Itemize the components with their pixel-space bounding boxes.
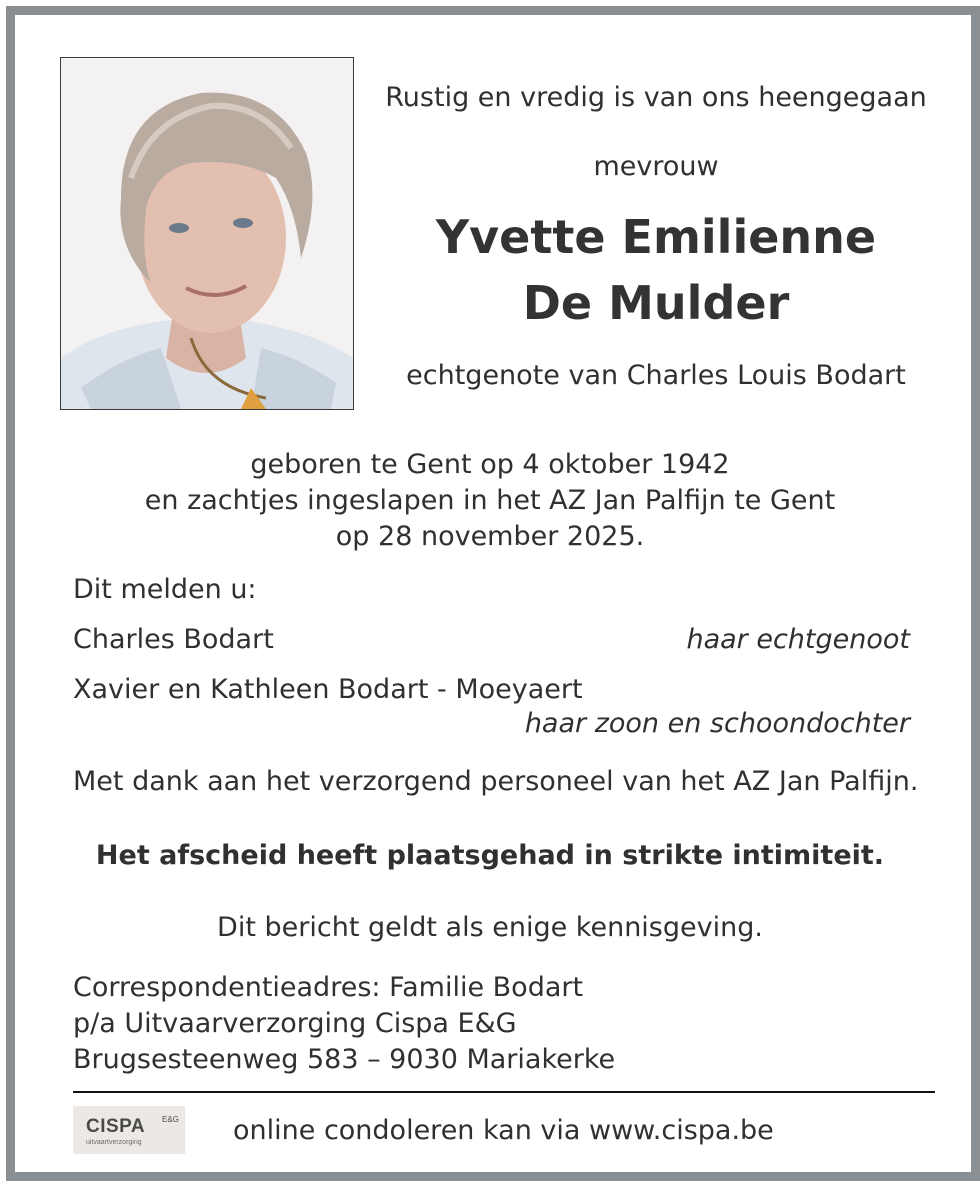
death-line: en zachtjes ingeslapen in het AZ Jan Palfijn te Gent: [144, 485, 836, 516]
notice-line: Dit bericht geldt als enige kennisgeving.: [217, 912, 763, 943]
logo-wordmark: CISPA: [86, 1116, 146, 1137]
family-member-relation: haar echtgenoot: [686, 624, 910, 655]
deceased-name-first: Yvette Emilienne: [435, 210, 877, 264]
logo-subtitle: uitvaartverzorging: [86, 1139, 142, 1146]
birth-line: geboren te Gent op 4 oktober 1942: [250, 449, 730, 480]
cispa-logo: [73, 1106, 185, 1154]
correspondence-address: Brugsesteenweg 583 – 9030 Mariakerke: [73, 1044, 616, 1075]
portrait-photo: [60, 57, 354, 410]
family-member-name: Charles Bodart: [73, 624, 274, 655]
thanks-line: Met dank aan het verzorgend personeel van het AZ Jan Palfijn.: [73, 766, 919, 797]
correspondence-line: Correspondentieadres: Familie Bodart: [73, 972, 584, 1003]
family-member-name: Xavier en Kathleen Bodart - Moeyaert: [73, 674, 583, 705]
death-date-line: op 28 november 2025.: [335, 521, 645, 552]
farewell-line: Het afscheid heeft plaatsgehad in strikte intimiteit.: [95, 840, 885, 871]
deceased-name-last: De Mulder: [522, 276, 790, 330]
spouse-line: echtgenote van Charles Louis Bodart: [406, 360, 906, 391]
family-intro: Dit melden u:: [73, 574, 257, 605]
condolence-link-text[interactable]: online condoleren kan via www.cispa.be: [233, 1115, 774, 1146]
family-member-relation: haar zoon en schoondochter: [524, 708, 910, 739]
logo-superscript: E&G: [162, 1115, 179, 1124]
correspondence-line: p/a Uitvaarverzorging Cispa E&G: [73, 1008, 517, 1039]
divider: [73, 1091, 935, 1093]
honorific: mevrouw: [593, 151, 719, 182]
intro-line: Rustig en vredig is van ons heengegaan: [385, 82, 927, 113]
